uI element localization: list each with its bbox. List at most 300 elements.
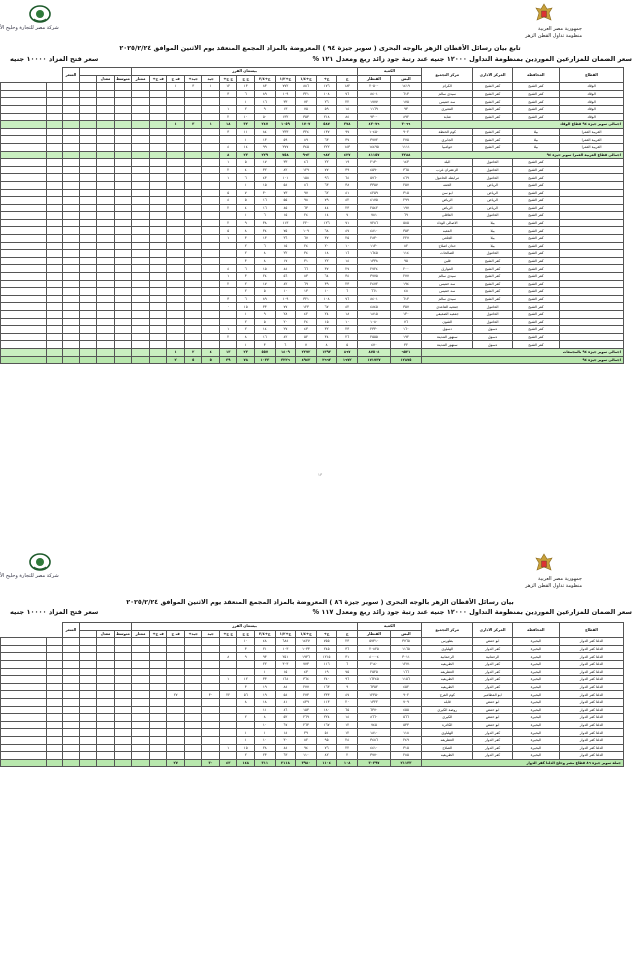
table-cell: حدان اصلاح (421, 242, 473, 250)
table-cell: ٢٣ (337, 204, 358, 212)
table-cell: البحيرة (512, 698, 559, 706)
table-cell (167, 744, 185, 752)
table-cell (79, 721, 97, 729)
table-row (1, 212, 624, 220)
table-row (1, 257, 624, 265)
table-cell: كفر الشيخ (473, 105, 512, 113)
table-cell (184, 227, 202, 235)
table-row (1, 174, 624, 182)
table-cell (202, 189, 220, 197)
table-cell (63, 212, 79, 220)
table-cell (132, 98, 150, 106)
table-cell: ٣٥٣ (391, 227, 422, 235)
table-cell: ٢٣ (337, 280, 358, 288)
table-cell: ١٨ (316, 250, 337, 258)
table-cell (149, 83, 167, 91)
table-cell: سيدى سالم (421, 90, 473, 98)
table-cell (79, 698, 97, 706)
table-cell (46, 265, 62, 273)
table-cell: ٢٢ (219, 691, 237, 699)
table-cell: الدلتا كفر الدوار (560, 638, 624, 646)
table-cell: كفر الشيخ (512, 219, 559, 227)
auction-open-price: سعر فتح المزاد ١٠٠٠٠ جنيه (10, 55, 99, 63)
table-cell (63, 295, 79, 303)
table-cell: ٢ (237, 714, 255, 722)
table-cell: ٥١ (316, 729, 337, 737)
table-row (1, 265, 624, 273)
price-cell (1, 121, 47, 129)
table-cell: ٩٣٠٠ (358, 113, 391, 121)
table-cell (149, 653, 167, 661)
table-cell (184, 181, 202, 189)
table-cell: ٧٦ (337, 90, 358, 98)
table-cell (132, 333, 150, 341)
header-cell: متوسط (116, 631, 130, 636)
table-cell: ٢١٨ (316, 113, 337, 121)
table-cell (202, 645, 220, 653)
table-cell: ١٦٣ (316, 683, 337, 691)
table-cell: ٤٢ (337, 303, 358, 311)
table-cell (114, 90, 132, 98)
table-cell (202, 143, 220, 151)
header-cell: القنطار (358, 630, 391, 638)
table-cell: ٨٦٦٠ (358, 714, 391, 722)
table-cell (97, 356, 115, 364)
table-cell: ١٥ (254, 181, 275, 189)
table-cell (184, 212, 202, 220)
table-cell: ١٧ (275, 257, 296, 265)
table-cell: ٤٤ (316, 204, 337, 212)
table-cell: دسوق (473, 333, 512, 341)
table-cell (46, 744, 62, 752)
table-cell (46, 227, 62, 235)
table-cell (97, 181, 115, 189)
table-cell: ١٩ (316, 668, 337, 676)
table-cell: ١ (219, 744, 237, 752)
table-cell (219, 729, 237, 737)
table-cell: الغربية العمرا (560, 136, 624, 144)
table-cell: ٥٩ (316, 105, 337, 113)
table-cell (184, 219, 202, 227)
table-cell: ٢٨٥ (391, 752, 422, 760)
table-cell: ٧٥ (275, 227, 296, 235)
header-cell: ج ج+ (219, 75, 237, 83)
table-cell (202, 242, 220, 250)
table-cell: ١٥ (237, 303, 255, 311)
table-cell: ٤٢٥٩ (358, 189, 391, 197)
table-cell: ٢٧٧ (391, 273, 422, 281)
table-cell (149, 159, 167, 167)
table-cell (79, 668, 97, 676)
table-cell: ١١٦٩ (358, 105, 391, 113)
table-cell: ٧٨١ (358, 212, 391, 220)
table-cell (46, 295, 62, 303)
table-cell (63, 333, 79, 341)
table-cell: ٤١٧٥ (358, 197, 391, 205)
table-cell (63, 273, 79, 281)
table-row (1, 311, 624, 319)
table-cell (63, 219, 79, 227)
header-cell: السعر (63, 68, 79, 83)
table-cell: ٣٨ (337, 181, 358, 189)
table-cell (149, 645, 167, 653)
table-cell (114, 143, 132, 151)
price-cell (1, 151, 47, 159)
table-cell: سد خميس (421, 280, 473, 288)
table-cell: ٢ (219, 166, 237, 174)
report-page-1 (0, 0, 640, 430)
table-cell: ١٤ (254, 326, 275, 334)
table-cell: ١٠ (237, 638, 255, 646)
table-cell: ٨٤ (275, 683, 296, 691)
table-cell: ٩٨ (296, 197, 317, 205)
table-cell: ٩٧ (296, 189, 317, 197)
table-cell: ٨ (254, 714, 275, 722)
table-cell: بيلا (473, 235, 512, 243)
table-cell (79, 706, 97, 714)
table-row (1, 242, 624, 250)
table-cell: الصلاح (421, 744, 473, 752)
table-cell: الجلعي (421, 235, 473, 243)
table-cell: ٢١٣٠ (358, 159, 391, 167)
table-cell: الرحمانية (473, 653, 512, 661)
table-cell: ١٣ (237, 83, 255, 91)
table-cell: ٦ (337, 660, 358, 668)
table-cell (184, 326, 202, 334)
table-cell: كفر الشيخ (512, 318, 559, 326)
table-cell: ٤٣ (219, 759, 237, 767)
table-cell: ٣٧٧٢ (358, 136, 391, 144)
table-cell (132, 706, 150, 714)
table-cell: البحيرة (512, 638, 559, 646)
header-cell: السعر (63, 623, 79, 638)
table-cell (46, 752, 62, 760)
table-cell: ٩٦٣ (296, 151, 317, 159)
table-cell (63, 698, 79, 706)
table-cell: ٢١١٨ (275, 759, 296, 767)
table-cell: ٣ (219, 295, 237, 303)
header-cell: مركز التجميع (421, 68, 473, 83)
table-cell (219, 736, 237, 744)
table-cell (97, 333, 115, 341)
table-cell (97, 729, 115, 737)
table-cell (167, 752, 185, 760)
price-cell (1, 166, 47, 174)
table-cell: ١٣ (254, 136, 275, 144)
table-row (1, 333, 624, 341)
table-cell (167, 227, 185, 235)
table-cell: ٢٣ (237, 348, 255, 356)
table-cell (132, 356, 150, 364)
table-cell: الرحمانية (421, 653, 473, 661)
table-cell: شابة (421, 113, 473, 121)
table-cell: ٥٠ (254, 113, 275, 121)
table-cell (167, 98, 185, 106)
table-cell (46, 219, 62, 227)
table-cell: ٧٧ (316, 166, 337, 174)
table-row (1, 288, 624, 296)
table-cell (63, 676, 79, 684)
table-cell (149, 265, 167, 273)
table-cell: بيلا (512, 128, 559, 136)
table-cell: ١٣٩٣ (316, 348, 337, 356)
table-cell: كفر الشيخ (512, 326, 559, 334)
table-cell: ١٢٨٧٥ (391, 356, 422, 364)
table-cell: الوقاد (560, 90, 624, 98)
table-cell: ٦٧ (316, 303, 337, 311)
table-cell: ٠ (219, 303, 237, 311)
table-cell (114, 348, 132, 356)
table-cell: الحامول (473, 166, 512, 174)
table-cell: ١٠١ (275, 174, 296, 182)
table-cell (219, 257, 237, 265)
table-cell (202, 668, 220, 676)
table-cell: المعيرى (421, 105, 473, 113)
table-cell (79, 159, 97, 167)
table-cell (46, 105, 62, 113)
header-cell: ج+١/٢ (275, 75, 296, 83)
table-cell (114, 744, 132, 752)
table-cell (46, 280, 62, 288)
table-cell (46, 174, 62, 182)
table-cell: الحامول (473, 174, 512, 182)
table-cell (202, 197, 220, 205)
table-cell: ٩٠٢ (391, 128, 422, 136)
table-cell: ٨ (254, 257, 275, 265)
table-cell (114, 736, 132, 744)
table-cell (114, 212, 132, 220)
table-cell: الدلتا كفر الدوار (560, 676, 624, 684)
total-label: اجمالى سوبر جيزة ٩٤ بالمجمعات (421, 348, 623, 356)
table-cell: ٢٣٣ (316, 691, 337, 699)
table-cell (132, 303, 150, 311)
table-cell (46, 759, 62, 767)
table-cell: ٤١ (337, 189, 358, 197)
table-cell (97, 197, 115, 205)
table-cell (46, 128, 62, 136)
table-cell: ٢ (237, 250, 255, 258)
table-cell (79, 273, 97, 281)
table-cell (219, 706, 237, 714)
table-cell: ٧٢٨٦ (358, 219, 391, 227)
table-cell: حوامبيا (421, 143, 473, 151)
table-cell: ١ (167, 121, 185, 129)
header-cell: ج+ (316, 630, 337, 638)
table-cell: دسوق (473, 341, 512, 349)
table-cell (114, 128, 132, 136)
table-row (1, 159, 624, 167)
table-cell (132, 752, 150, 760)
table-cell (46, 736, 62, 744)
table-cell: ٢٧ (337, 265, 358, 273)
table-cell (560, 341, 624, 349)
header-cell: القطاع (560, 68, 624, 83)
table-cell: ٢٠٨٢٥ (358, 645, 391, 653)
table-cell: كفر الشيخ (512, 288, 559, 296)
table-cell: البحيرة (512, 729, 559, 737)
price-cell (1, 189, 47, 197)
table-cell (46, 212, 62, 220)
table-cell (149, 744, 167, 752)
table-cell: ١ (219, 326, 237, 334)
table-cell: البحيرة (512, 736, 559, 744)
table-cell: ١٢١٥ (316, 653, 337, 661)
table-cell (79, 128, 97, 136)
table-cell (97, 250, 115, 258)
table-cell: ٦٣ (275, 752, 296, 760)
table-cell: ٨ (219, 151, 237, 159)
table-cell (167, 706, 185, 714)
table-cell: الحامول (473, 318, 512, 326)
table-cell: ٢٣ (337, 326, 358, 334)
table-cell: الموارق (421, 265, 473, 273)
table-cell (202, 105, 220, 113)
company-name: شركة مصر للتجارة وحليج الأ (0, 573, 59, 579)
table-cell (132, 288, 150, 296)
header-cell: جيد+ (184, 630, 202, 638)
table-cell: ٢٩٩ (391, 197, 422, 205)
table-cell (167, 653, 185, 661)
table-cell: ١٣٣٨ (358, 257, 391, 265)
table-cell (167, 668, 185, 676)
table-cell (114, 714, 132, 722)
table-cell (167, 638, 185, 646)
table-cell (97, 348, 115, 356)
table-cell (184, 752, 202, 760)
table-cell: ٢٤ (296, 212, 317, 220)
table-cell: ٣١ (296, 257, 317, 265)
table-cell (97, 136, 115, 144)
table-cell: ٦ (254, 212, 275, 220)
table-cell (184, 638, 202, 646)
table-cell (97, 714, 115, 722)
table-cell: ٣ (237, 683, 255, 691)
report-page-2 (0, 548, 640, 928)
table-cell: ٦٢ (316, 189, 337, 197)
table-cell (46, 645, 62, 653)
table-cell (46, 288, 62, 296)
table-cell: ١ (202, 121, 220, 129)
table-cell: البحيرة (512, 706, 559, 714)
price-cell (1, 295, 47, 303)
table-cell: ٦٨٢ (316, 151, 337, 159)
table-cell: ١٢ (237, 676, 255, 684)
table-cell: ٩٣ (391, 105, 422, 113)
table-cell: ١ (167, 83, 185, 91)
table-cell: ١٤ (337, 257, 358, 265)
table-cell: ١ (237, 341, 255, 349)
table-cell: ١٣٠ (391, 311, 422, 319)
table-cell: روضة الكيري (421, 706, 473, 714)
table-row (1, 744, 624, 752)
table-cell: ١٠٨ (316, 295, 337, 303)
table-cell: كفر الشيخ (473, 273, 512, 281)
table-cell (167, 250, 185, 258)
table-cell (149, 303, 167, 311)
header-cell (79, 68, 132, 76)
table-cell: ٨٦ (296, 181, 317, 189)
table-cell (46, 341, 62, 349)
table-cell: ٢٠٠ (391, 265, 422, 273)
auction-open-price: سعر فتح المزاد ١٠٠٠٠ جنيه (10, 608, 99, 616)
table-cell (167, 189, 185, 197)
table-cell (97, 159, 115, 167)
table-cell: ٣٢١ (296, 295, 317, 303)
table-cell: ١١٣ (275, 219, 296, 227)
table-cell (132, 113, 150, 121)
table-cell: ابو حمص (473, 714, 512, 722)
table-cell (149, 128, 167, 136)
table-cell: ٤٨ (391, 288, 422, 296)
table-cell (149, 356, 167, 364)
table-cell: الدلتا كفر الدوار (560, 683, 624, 691)
table-cell: البحيرة (512, 714, 559, 722)
table-cell (149, 721, 167, 729)
table-cell: ٦٩ (296, 280, 317, 288)
table-cell (63, 706, 79, 714)
table-cell: ١٥ (237, 744, 255, 752)
table-cell: ٥٢ (296, 333, 317, 341)
price-cell (1, 348, 47, 356)
table-cell: الدلتا كفر الدوار (560, 691, 624, 699)
table-row (1, 166, 624, 174)
table-cell (184, 668, 202, 676)
table-cell: ٩ (237, 219, 255, 227)
table-cell: كفر الدوار (473, 660, 512, 668)
table-cell: ٣٩ (219, 356, 237, 364)
table-cell: ١٩٧ (391, 204, 422, 212)
price-cell (1, 303, 47, 311)
table-cell (167, 295, 185, 303)
table-cell: الرياض (421, 204, 473, 212)
table-cell (97, 235, 115, 243)
table-cell: ٣٣ (254, 303, 275, 311)
table-cell (560, 189, 624, 197)
table-cell: كفر الشيخ (512, 311, 559, 319)
table-row (1, 638, 624, 646)
table-cell: ٨ (237, 227, 255, 235)
table-cell: ٦٨ (316, 227, 337, 235)
table-cell (46, 348, 62, 356)
table-cell (132, 721, 150, 729)
table-cell (560, 257, 624, 265)
header-cell: الكمية (358, 68, 422, 76)
table-cell: المعبه (421, 227, 473, 235)
table-cell: ١٠٣٣ (296, 645, 317, 653)
table-cell (167, 311, 185, 319)
table-cell: ٧٧ (275, 303, 296, 311)
table-cell: ١٠ (237, 113, 255, 121)
table-cell (202, 744, 220, 752)
table-cell (184, 166, 202, 174)
table-cell (560, 204, 624, 212)
table-cell: ٢٢ (337, 98, 358, 106)
table-cell: ٦ (237, 90, 255, 98)
header-cell: المحافظة (512, 623, 559, 638)
table-cell: ٨٢ (296, 736, 317, 744)
table-cell: ٩٥ (316, 736, 337, 744)
table-cell: ١٤٣ (337, 143, 358, 151)
table-cell (167, 714, 185, 722)
table-cell: ١٨٢ (337, 83, 358, 91)
table-cell: ٢٥١ (275, 653, 296, 661)
table-row (1, 181, 624, 189)
table-cell: ٣٧ (337, 136, 358, 144)
table-cell: البحيرة (512, 660, 559, 668)
table-cell (114, 113, 132, 121)
table-cell (63, 189, 79, 197)
table-cell (149, 212, 167, 220)
